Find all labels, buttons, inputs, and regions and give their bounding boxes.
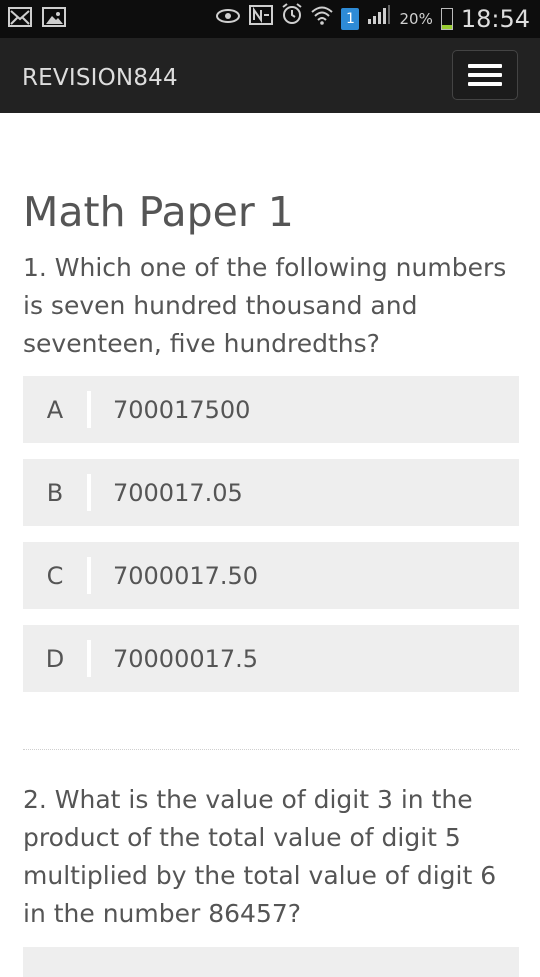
option-letter: A (46, 395, 64, 424)
option-value: 70000017.5 (113, 644, 259, 673)
status-bar (0, 0, 540, 38)
alarm-icon (281, 0, 303, 38)
option-b[interactable] (23, 459, 519, 526)
question-2-option-partial[interactable] (23, 947, 519, 977)
hamburger-menu-icon[interactable] (452, 50, 518, 100)
brand-logo[interactable]: REVISION844 (22, 65, 178, 91)
battery-icon (441, 8, 453, 30)
question-1-options (23, 376, 519, 708)
option-letter: C (46, 561, 64, 590)
image-icon (42, 7, 66, 27)
option-c[interactable] (23, 542, 519, 609)
question-1-text: 1. Which one of the following numbers is seven hundred thousand and seventeen, five hundredths? (23, 253, 507, 358)
page-title: Math Paper 1 (23, 188, 294, 236)
notification-badge: 1 (341, 8, 359, 30)
mail-icon (8, 7, 32, 27)
option-letter: D (45, 644, 65, 673)
option-value: 7000017.50 (113, 561, 259, 590)
status-right-icons (215, 0, 530, 38)
option-a[interactable] (23, 376, 519, 443)
option-letter: B (46, 478, 64, 507)
question-divider (23, 749, 519, 750)
eye-icon (215, 0, 241, 38)
option-value: 700017.05 (113, 478, 243, 507)
question-2-text: 2. What is the value of digit 3 in the product of the total value of digit 5 multiplied by the total value of digit 6 in the number 86457? (23, 785, 497, 928)
status-left-icons (8, 7, 66, 27)
battery-percent: 20% (399, 10, 433, 28)
nfc-icon (249, 0, 273, 38)
clock: 18:54 (460, 5, 530, 33)
signal-icon (367, 0, 391, 38)
wifi-icon (311, 0, 333, 38)
option-value: 700017500 (113, 395, 251, 424)
option-d[interactable] (23, 625, 519, 692)
navbar (0, 38, 540, 113)
